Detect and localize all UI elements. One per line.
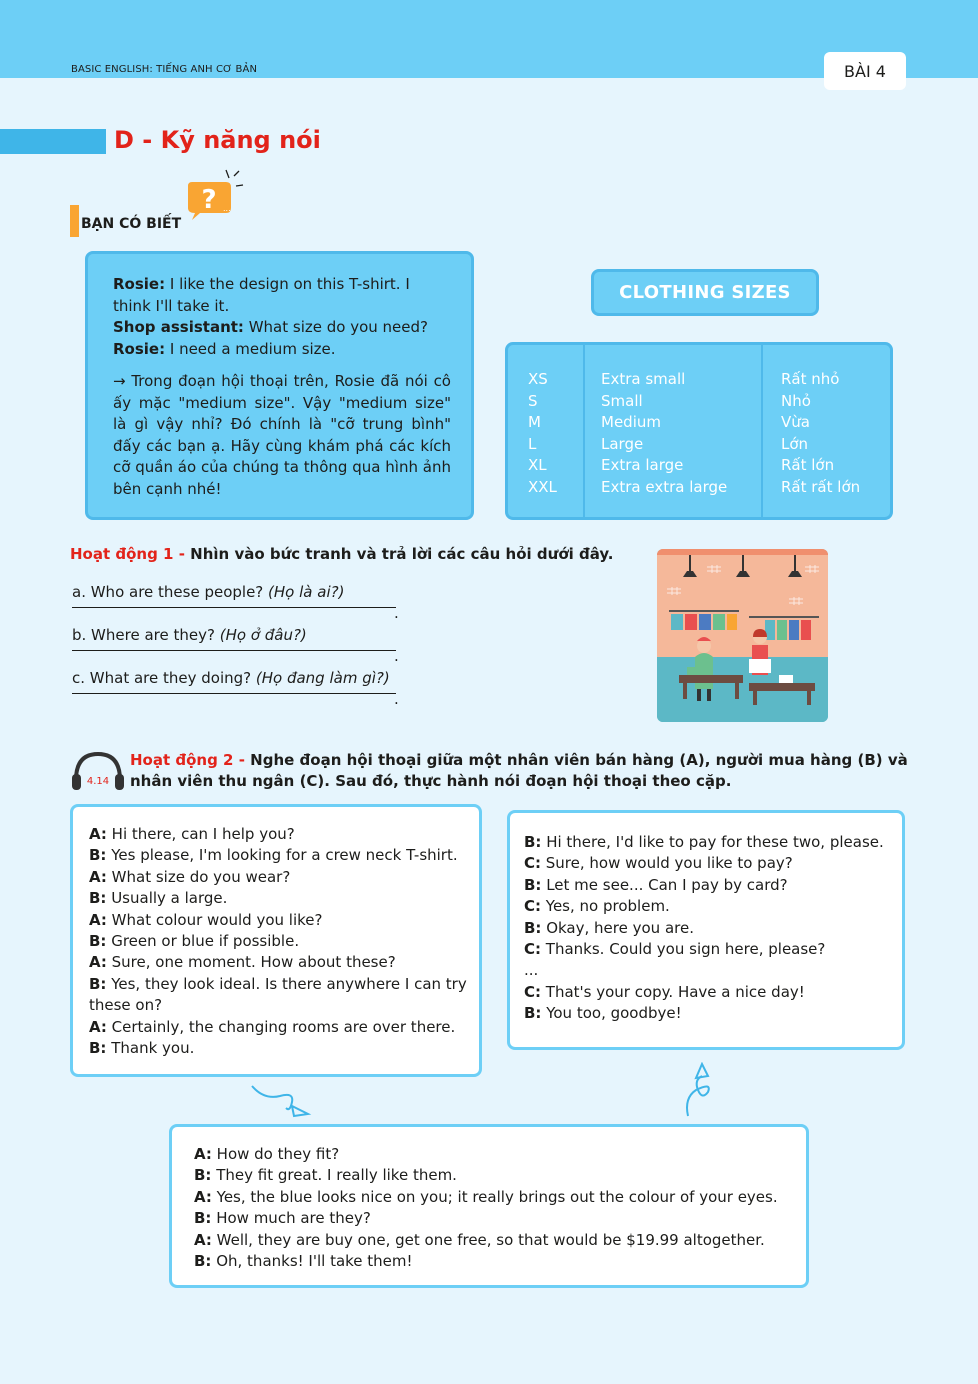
dialog-line [524,832,890,853]
dialog-line [194,1144,794,1165]
size-english: Extra small [601,370,686,388]
size-code: M [528,413,541,431]
section-bar [0,129,106,154]
size-english: Extra extra large [601,477,728,496]
answer-line-b[interactable] [72,650,396,651]
speaker-label: A: [89,1017,107,1036]
speaker-label: Rosie: [113,275,166,293]
question-b: b. Where are they? (Họ ở đâu?) [72,626,307,644]
dialog-text: Well, they are buy one, get one free, so that would be $19.99 altogether. [211,1230,765,1249]
speaker-label: A: [89,825,107,843]
activity2-label: Hoạt động 2 - [130,751,251,769]
speaker-label: B: [524,833,542,851]
headphone-icon [70,750,126,794]
dialog-text: Certainly, the changing rooms are over there. [106,1017,456,1036]
size-english: Small [601,391,643,410]
dialog-text: I need a medium size. [165,339,336,358]
dialog-text: Green or blue if possible. [106,932,300,951]
speaker-label: A: [89,910,107,929]
answer-end-b: . [394,647,399,665]
dialog-text: Oh, thanks! I'll take them! [211,1252,413,1271]
size-code: L [528,434,537,453]
dialog-text: Yes, the blue looks nice on you; it really brings out the colour of your eyes. [211,1187,778,1206]
dialog-text: Thank you. [106,1039,195,1058]
size-english-column [585,345,763,517]
size-vietnamese: Rất lớn [781,456,835,474]
dialog-line [89,952,467,973]
rosie-dialog [113,274,451,360]
dialog-text: Let me see... Can I pay by card? [541,875,788,894]
size-vietnamese: Rất nhỏ [781,370,840,388]
speaker-label: A: [89,867,107,886]
speaker-label: Rosie: [113,339,166,358]
dialog-line [113,317,451,339]
speaker-label: B: [524,875,542,894]
speaker-label: B: [524,1004,542,1023]
activity2-title [130,750,920,792]
activity1-instruction: Nhìn vào bức tranh và trả lời các câu hỏi dưới đây. [190,545,614,563]
size-vietnamese-column [763,345,890,517]
curved-arrow-icon [680,1062,720,1118]
size-code: XL [528,456,547,474]
book-title: BASIC ENGLISH: TIẾNG ANH CƠ BẢN [71,64,258,75]
size-vietnamese: Rất rất lớn [781,477,861,496]
dialog-line [89,867,467,888]
speaker-label: C: [524,982,542,1001]
speaker-label: B: [194,1252,212,1271]
dialog-line [524,853,890,874]
speaker-label: A: [194,1230,212,1249]
speaker-label: C: [524,854,542,873]
dialog-text: They fit great. I really like them. [211,1166,457,1185]
dialog-text: How much are they? [211,1209,371,1228]
size-english: Medium [601,413,661,431]
dialog-line [89,824,467,845]
dialog-box-2 [507,810,905,1050]
speaker-label: B: [524,918,542,937]
size-code: XXL [528,477,557,496]
speaker-label: B: [89,1039,107,1058]
dialog-line [524,875,890,896]
svg-text:...: ... [223,204,231,213]
dialog-line [89,910,467,931]
dialog-box-1 [70,804,482,1077]
dialog-box-3 [169,1124,809,1288]
dialog-text: What colour would you like? [106,910,323,929]
size-vietnamese: Lớn [781,434,809,453]
dialog-text: That's your copy. Have a nice day! [541,982,805,1001]
speaker-label: A: [194,1187,212,1206]
dialog-text: Yes, they look ideal. Is there anywhere I can try these on? [89,974,467,1015]
dialog-line [524,1003,890,1024]
dialog-line [194,1208,794,1229]
dialog-text: Sure, how would you like to pay? [541,854,793,873]
dialog-line [524,896,890,917]
speaker-label: A: [89,953,107,972]
answer-end-a: . [394,604,399,622]
clothing-sizes-table [505,342,893,520]
dialog-text: I like the design on this T-shirt. I think I'll take it. [113,275,410,315]
dialog-text: What size do you wear? [106,867,291,886]
size-code: XS [528,370,548,388]
speaker-label: B: [89,846,107,865]
dialog-text: Hi there, I'd like to pay for these two, please. [541,833,884,851]
did-you-know-box [85,251,474,520]
clothing-sizes-title: CLOTHING SIZES [591,269,819,316]
dialog-line [524,918,890,939]
dialog-line [113,274,451,317]
dialog-line [113,339,451,361]
answer-line-c[interactable] [72,693,396,694]
activity1-label: Hoạt động 1 - [70,545,191,563]
dialog-line [89,845,467,866]
dialog-text: What size do you need? [243,318,428,336]
dialog-line [194,1187,794,1208]
answer-end-c: . [394,690,399,708]
dialog-line [524,939,890,960]
size-vietnamese: Nhỏ [781,391,811,410]
dialog-line [194,1165,794,1186]
speaker-label: B: [194,1166,212,1185]
speaker-label: B: [89,974,107,993]
size-vietnamese: Vừa [781,413,810,431]
speaker-label: C: [524,940,542,959]
answer-line-a[interactable] [72,607,396,608]
dialog-text: Yes please, I'm looking for a crew neck T-shirt. [106,846,458,865]
explanation-text: → Trong đoạn hội thoại trên, Rosie đã nói cô ấy mặc "medium size". Vậy "medium size" là gì vậy nhỉ? Đó chính là "cỡ trung bình" đấy các bạn ạ. Hãy cùng khám phá các kích cỡ quần áo của chúng ta thông qua hình ảnh bên cạnh nhé! [113,372,451,498]
dialog-line [89,888,467,909]
speaker-label: A: [194,1145,212,1163]
dialog-text: Sure, one moment. How about these? [106,953,396,972]
dialog-text: How do they fit? [211,1145,340,1163]
size-codes-column [508,345,585,517]
question-mark: ? [201,185,217,215]
question-a: a. Who are these people? (Họ là ai?) [72,583,345,601]
size-english: Extra large [601,456,684,474]
speaker-label: C: [524,897,542,916]
dialog-line [89,1038,467,1059]
dialog-line [194,1230,794,1251]
size-code: S [528,391,538,410]
dialog-line [89,974,467,1017]
activity2-instruction: Nghe đoạn hội thoại giữa một nhân viên bán hàng (A), người mua hàng (B) và nhân viên thu ngân (C). Sau đó, thực hành nói đoạn hội thoại theo cặp. [130,751,908,790]
speaker-label: B: [89,889,107,908]
dialog-text: Yes, no problem. [541,897,670,916]
size-english: Large [601,434,644,453]
track-number: 4.14 [86,776,110,787]
shop-illustration [657,549,828,722]
dialog-text: Okay, here you are. [541,918,694,937]
dialog-text: ... [524,961,539,980]
dialog-text: Hi there, can I help you? [106,825,295,843]
section-title: D - Kỹ năng nói [114,126,321,154]
dialog-line [524,982,890,1003]
activity1-title [70,545,614,563]
curved-arrow-icon [250,1082,314,1122]
speaker-label: B: [89,932,107,951]
dialog-line [194,1251,794,1272]
dialog-line [89,1017,467,1038]
dialog-text: You too, goodbye! [541,1004,682,1023]
speaker-label: Shop assistant: [113,318,244,336]
dialog-line [89,931,467,952]
dialog-line [524,960,890,981]
dialog-text: Thanks. Could you sign here, please? [541,940,826,959]
lesson-badge: BÀI 4 [824,52,906,90]
speaker-label: B: [194,1209,212,1228]
question-bubble-icon [186,168,246,220]
question-c: c. What are they doing? (Họ đang làm gì?) [72,669,390,687]
did-you-know-label: BẠN CÓ BIẾT [81,216,182,232]
did-you-know-bar [70,205,79,237]
dialog-text: Usually a large. [106,889,228,908]
